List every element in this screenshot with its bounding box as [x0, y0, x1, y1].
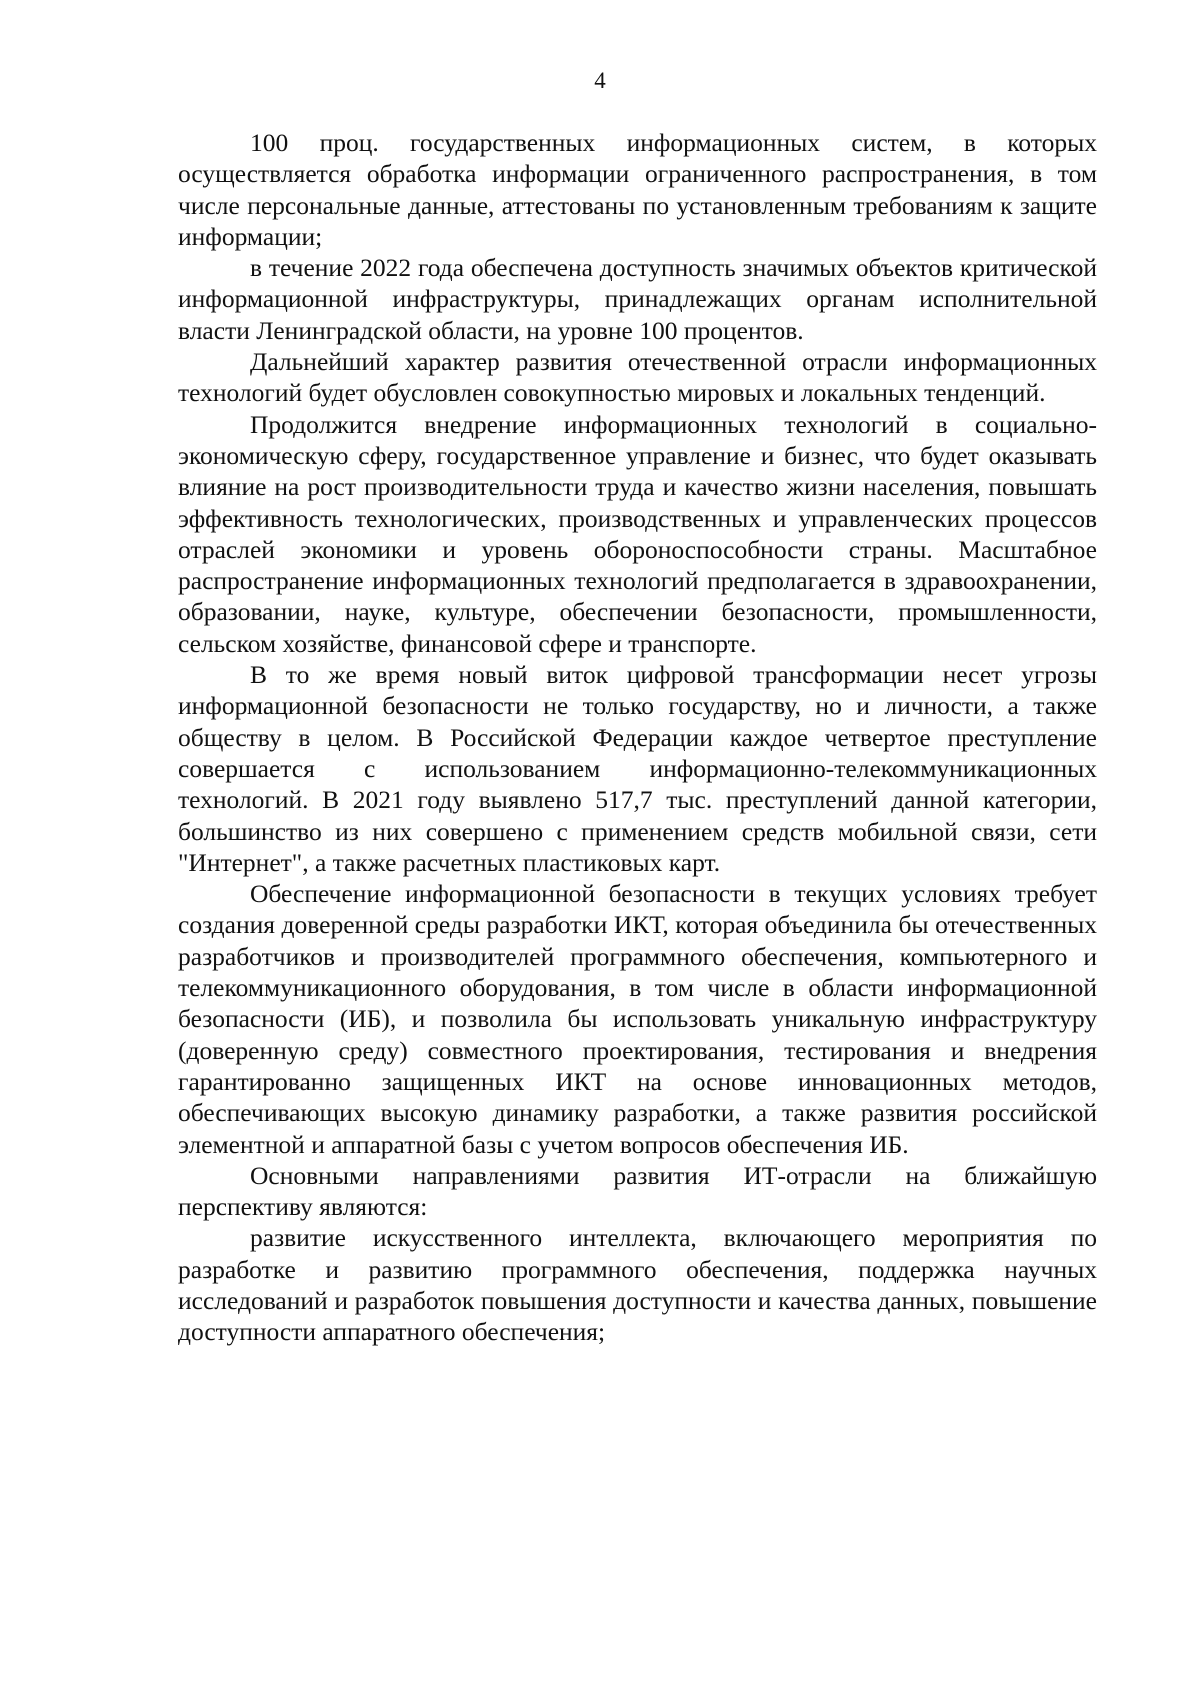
paragraph: Дальнейший характер развития отечественной отрасли информационных технологий будет обусловлен совокупностью мировых и локальных тенденций.: [178, 347, 1097, 408]
document-body: [178, 127, 1097, 1348]
paragraph: Продолжится внедрение информационных технологий в социально-экономическую сферу, государственное управление и бизнес, что будет оказывать влияние на рост производительности труда и качество жизни населения, повышать эффективность технологических, производственных и управленческих процессов отраслей экономики и уровень обороноспособности страны. Масштабное распространение информационных технологий предполагается в здравоохранении, образовании, науке, культуре, обеспечении безопасности, промышленности, сельском хозяйстве, финансовой сфере и транспорте.: [178, 409, 1097, 658]
paragraph: В то же время новый виток цифровой трансформации несет угрозы информационной безопасности не только государству, но и личности, а также обществу в целом. В Российской Федерации каждое четвертое преступление совершается с использованием информационно-телекоммуникационных технологий. В 2021 году выявлено 517,7 тыс. преступлений данной категории, большинство из них совершено с применением средств мобильной связи, сети "Интернет", а также расчетных пластиковых карт.: [178, 660, 1097, 877]
paragraph: 100 проц. государственных информационных систем, в которых осуществляется обработка информации ограниченного распространения, в том числе персональные данные, аттестованы по установленным требованиям к защите информации;: [178, 128, 1097, 251]
paragraph: Основными направлениями развития ИТ-отрасли на ближайшую перспективу являются:: [178, 1160, 1097, 1222]
paragraph: развитие искусственного интеллекта, включающего мероприятия по разработке и развитию программного обеспечения, поддержка научных исследований и разработок повышения доступности и качества данных, повышение доступности аппаратного обеспечения;: [178, 1223, 1097, 1347]
page-number: 4: [594, 68, 606, 93]
paragraph: Обеспечение информационной безопасности в текущих условиях требует создания доверенной среды разработки ИКТ, которая объединила бы отечественных разработчиков и производителей программного обеспечения, компьютерного и телекоммуникационного оборудования, в том числе в области информационной безопасности (ИБ), и позволила бы использовать уникальную инфраструктуру (доверенную среду) совместного проектирования, тестирования и внедрения гарантированно защищенных ИКТ на основе инновационных методов, обеспечивающих высокую динамику разработки, а также развития российской элементной и аппаратной базы с учетом вопросов обеспечения ИБ.: [178, 879, 1097, 1159]
paragraph: в течение 2022 года обеспечена доступность значимых объектов критической информационной инфраструктуры, принадлежащих органам исполнительной власти Ленинградской области, на уровне 100 процентов.: [178, 253, 1097, 345]
